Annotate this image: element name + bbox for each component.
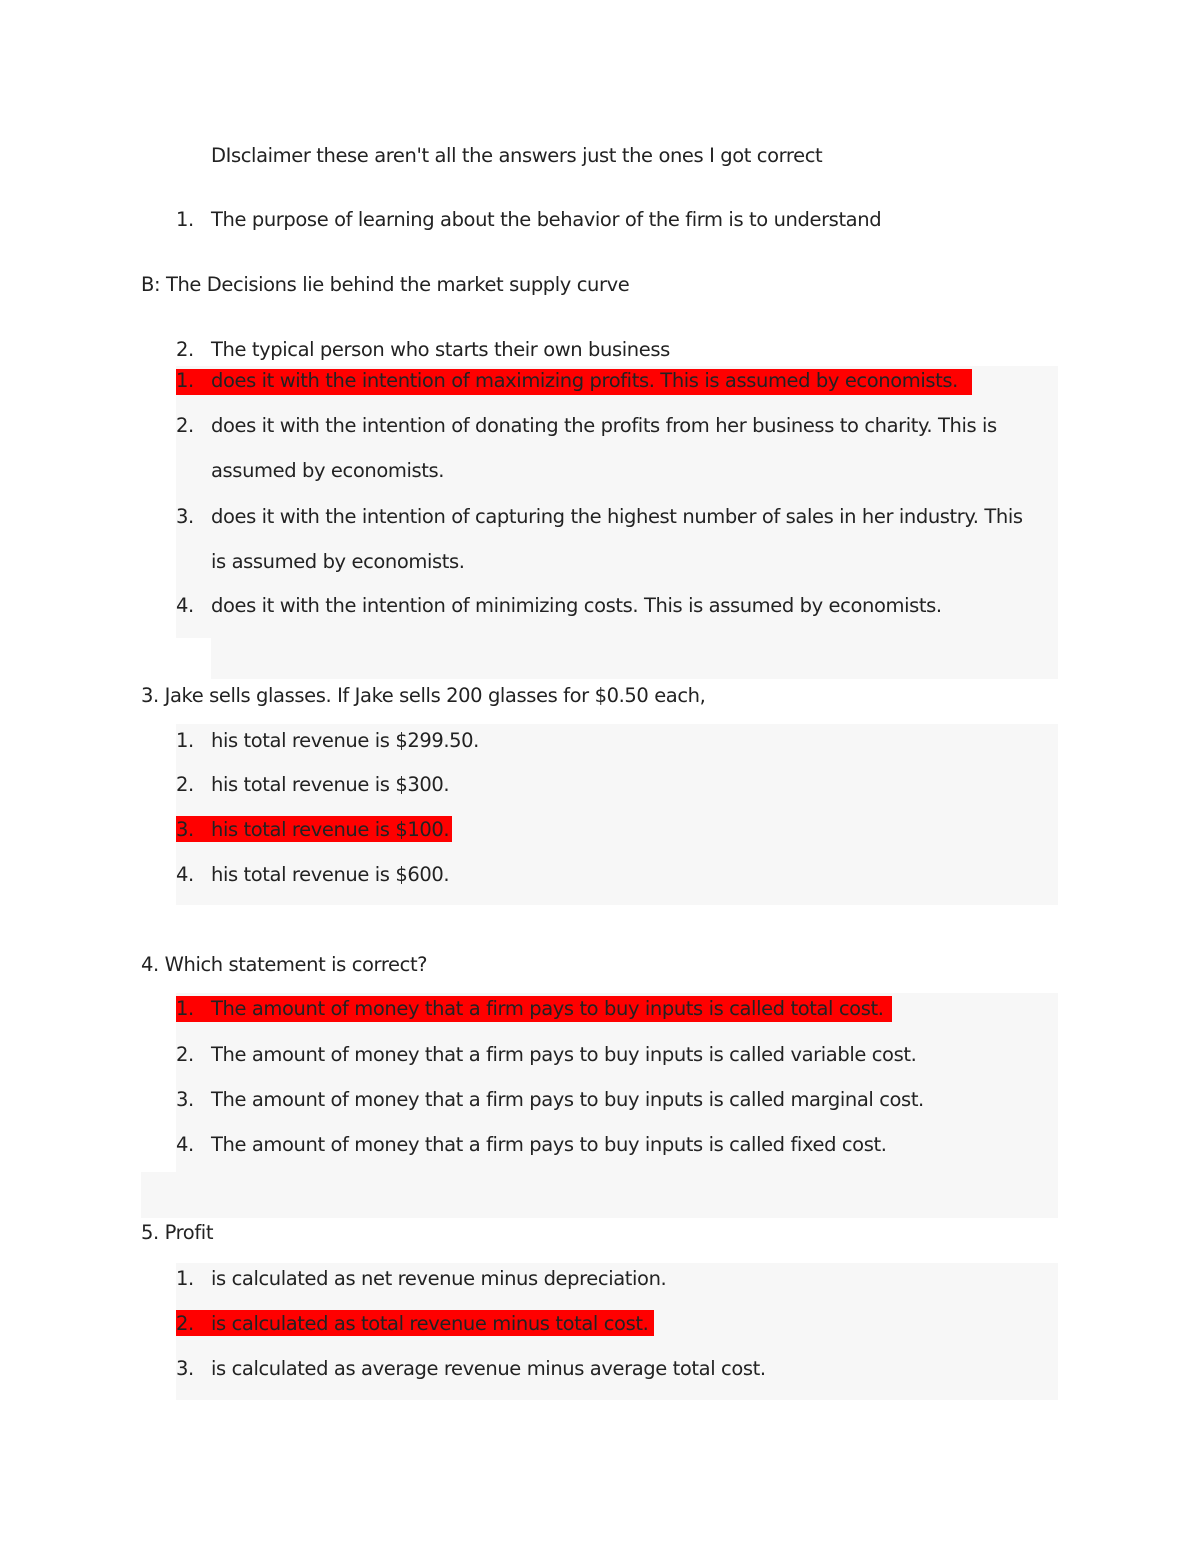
q1-number: 1.	[176, 208, 194, 231]
q4-block-extension	[141, 1172, 176, 1218]
q2-option-3-number: 3.	[176, 505, 194, 528]
q2-option-3-text-line2: is assumed by economists.	[211, 550, 465, 573]
q4-option-3-number: 3.	[176, 1088, 194, 1111]
q2-option-2-text-line2: assumed by economists.	[211, 459, 445, 482]
q5-option-3-number: 3.	[176, 1357, 194, 1380]
q3-option-3-number: 3.	[176, 818, 194, 841]
q1-question: The purpose of learning about the behavior of the firm is to understand	[211, 208, 882, 231]
q4-option-1-text: The amount of money that a firm pays to buy inputs is called total cost.	[211, 997, 884, 1020]
q3-option-1-number: 1.	[176, 729, 194, 752]
q2-option-2-text-line1: does it with the intention of donating the profits from her business to charity. This is	[211, 414, 997, 437]
q4-option-2-number: 2.	[176, 1043, 194, 1066]
q2-number: 2.	[176, 338, 194, 361]
q3-option-3-text: his total revenue is $100.	[211, 818, 450, 841]
q4-option-4-number: 4.	[176, 1133, 194, 1156]
q5-option-1-number: 1.	[176, 1267, 194, 1290]
q2-option-4-number: 4.	[176, 594, 194, 617]
q3-option-2-number: 2.	[176, 773, 194, 796]
q2-option-3-text-line1: does it with the intention of capturing the highest number of sales in her industry. This	[211, 505, 1023, 528]
q3-option-4-number: 4.	[176, 863, 194, 886]
q4-option-1-number: 1.	[176, 997, 194, 1020]
q4-option-2-text: The amount of money that a firm pays to buy inputs is called variable cost.	[211, 1043, 917, 1066]
q4-option-3-text: The amount of money that a firm pays to buy inputs is called marginal cost.	[211, 1088, 924, 1111]
q5-option-2-text: is calculated as total revenue minus total cost.	[211, 1312, 649, 1335]
q1-answer: B: The Decisions lie behind the market supply curve	[141, 273, 630, 296]
q2-option-1-number: 1.	[176, 369, 194, 392]
q2-block-notch	[176, 638, 211, 679]
q5-option-1-text: is calculated as net revenue minus depreciation.	[211, 1267, 667, 1290]
q5-question: 5. Profit	[141, 1221, 214, 1244]
q2-option-1-text: does it with the intention of maximizing profits. This is assumed by economists.	[211, 369, 958, 392]
q3-option-4-text: his total revenue is $600.	[211, 863, 450, 886]
q4-option-4-text: The amount of money that a firm pays to buy inputs is called fixed cost.	[211, 1133, 887, 1156]
q3-option-2-text: his total revenue is $300.	[211, 773, 450, 796]
q5-option-3-text: is calculated as average revenue minus average total cost.	[211, 1357, 766, 1380]
q2-option-2-number: 2.	[176, 414, 194, 437]
q2-option-4-text: does it with the intention of minimizing costs. This is assumed by economists.	[211, 594, 942, 617]
q3-question: 3. Jake sells glasses. If Jake sells 200 glasses for $0.50 each,	[141, 684, 706, 707]
q3-option-1-text: his total revenue is $299.50.	[211, 729, 479, 752]
q5-option-2-number: 2.	[176, 1312, 194, 1335]
q4-question: 4. Which statement is correct?	[141, 953, 428, 976]
q2-question: The typical person who starts their own business	[211, 338, 670, 361]
disclaimer-text: DIsclaimer these aren't all the answers just the ones I got correct	[211, 144, 823, 167]
